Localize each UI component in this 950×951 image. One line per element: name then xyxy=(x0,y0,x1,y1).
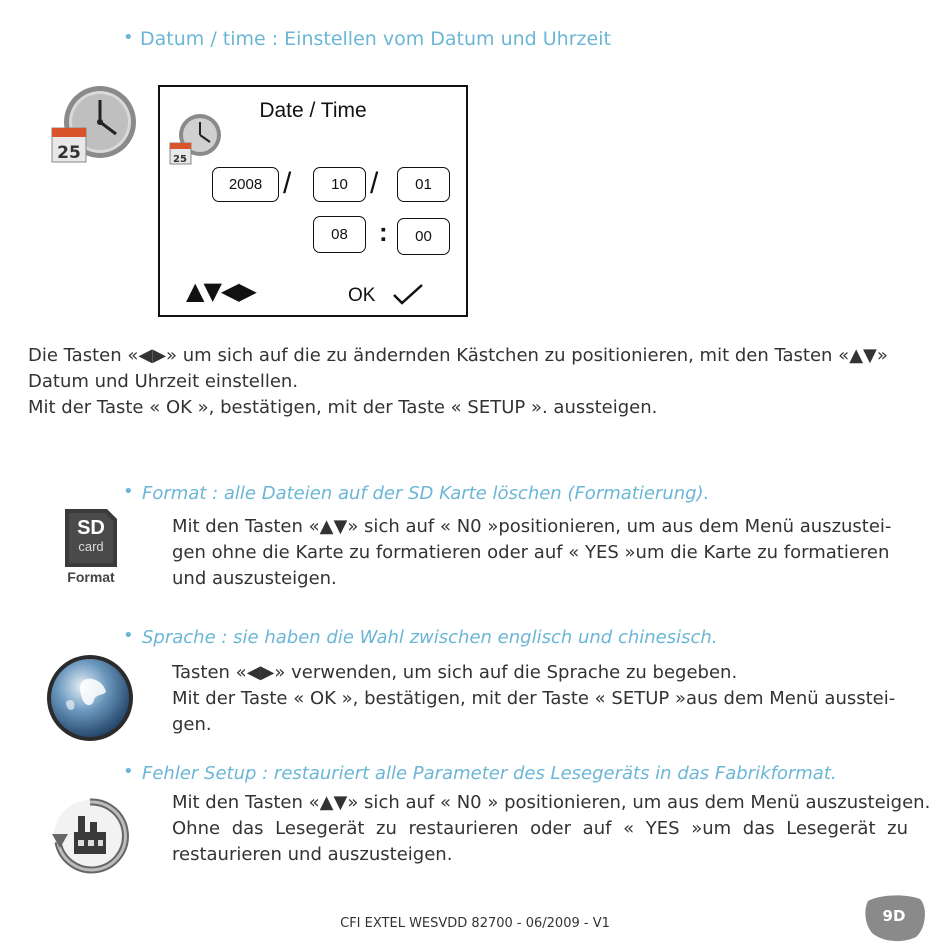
svg-text:25: 25 xyxy=(173,154,187,165)
language-text-line1: Tasten «◀▶» verwenden, um sich auf die Sprache zu begeben. xyxy=(172,662,738,683)
format-label: Format xyxy=(67,569,115,585)
date-separator: / xyxy=(283,167,292,200)
language-text-line3: gen. xyxy=(172,714,212,735)
datetime-text-line3: Mit der Taste « OK », bestätigen, mit der Taste « SETUP ». aussteigen. xyxy=(28,397,658,418)
minute-field[interactable]: 00 xyxy=(397,218,450,255)
datetime-screen xyxy=(158,85,468,317)
date-separator: / xyxy=(370,167,379,200)
svg-text:25: 25 xyxy=(57,143,81,163)
navigation-arrows-icon: ▲▼◀▶ xyxy=(186,277,256,305)
card-label: card xyxy=(78,539,104,554)
factory-reset-icon xyxy=(46,790,134,880)
page-number-badge xyxy=(864,893,928,943)
hour-field[interactable]: 08 xyxy=(313,216,366,253)
time-separator: : xyxy=(379,217,388,247)
language-text-line2: Mit der Taste « OK », bestätigen, mit der Taste « SETUP »aus dem Menü ausstei- xyxy=(172,688,896,709)
clock-calendar-icon xyxy=(46,82,138,174)
checkmark-icon xyxy=(392,283,424,307)
bullet-icon: • xyxy=(123,481,134,502)
heading-language: Sprache : sie haben die Wahl zwischen englisch und chinesisch. xyxy=(142,627,718,648)
screen-title: Date / Time xyxy=(259,99,367,122)
reset-text-line1: Mit den Tasten «▲▼» sich auf « N0 » positionieren, um aus dem Menü auszusteigen. xyxy=(172,792,931,813)
page-number: 9D xyxy=(882,907,906,925)
heading-reset: Fehler Setup : restauriert alle Parameter des Lesegeräts in das Fabrikformat. xyxy=(142,763,837,784)
format-text-line1: Mit den Tasten «▲▼» sich auf « N0 »positionieren, um aus dem Menü auszustei- xyxy=(172,516,892,537)
month-field[interactable]: 10 xyxy=(313,167,366,202)
format-text-line2: gen ohne die Karte zu formatieren oder auf « YES »um die Karte zu formatieren xyxy=(172,542,890,563)
heading-datetime: Datum / time : Einstellen vom Datum und Uhrzeit xyxy=(140,28,611,50)
day-field[interactable]: 01 xyxy=(397,167,450,202)
sd-label: SD xyxy=(77,517,105,539)
year-field[interactable]: 2008 xyxy=(212,167,279,202)
datetime-text-line2: Datum und Uhrzeit einstellen. xyxy=(28,371,299,392)
reset-text-line2: Ohne das Lesegerät zu restaurieren oder auf « YES »um das Lesegerät zu xyxy=(172,818,908,839)
globe-icon xyxy=(44,652,136,744)
heading-format: Format : alle Dateien auf der SD Karte löschen (Formatierung). xyxy=(142,483,710,504)
reset-text-line3: restaurieren und auszusteigen. xyxy=(172,844,453,865)
format-text-line3: und auszusteigen. xyxy=(172,568,337,589)
bullet-icon: • xyxy=(123,761,134,782)
bullet-icon: • xyxy=(123,625,134,646)
sd-card-format-icon xyxy=(55,505,125,587)
small-clock-calendar-icon xyxy=(168,113,226,165)
bullet-icon: • xyxy=(123,27,134,48)
ok-label: OK xyxy=(348,285,376,306)
footer-text: CFI EXTEL WESVDD 82700 - 06/2009 - V1 xyxy=(340,916,610,931)
datetime-text-line1: Die Tasten «◀▶» um sich auf die zu ändernden Kästchen zu positionieren, mit den Tasten «▲▼» xyxy=(28,345,888,366)
